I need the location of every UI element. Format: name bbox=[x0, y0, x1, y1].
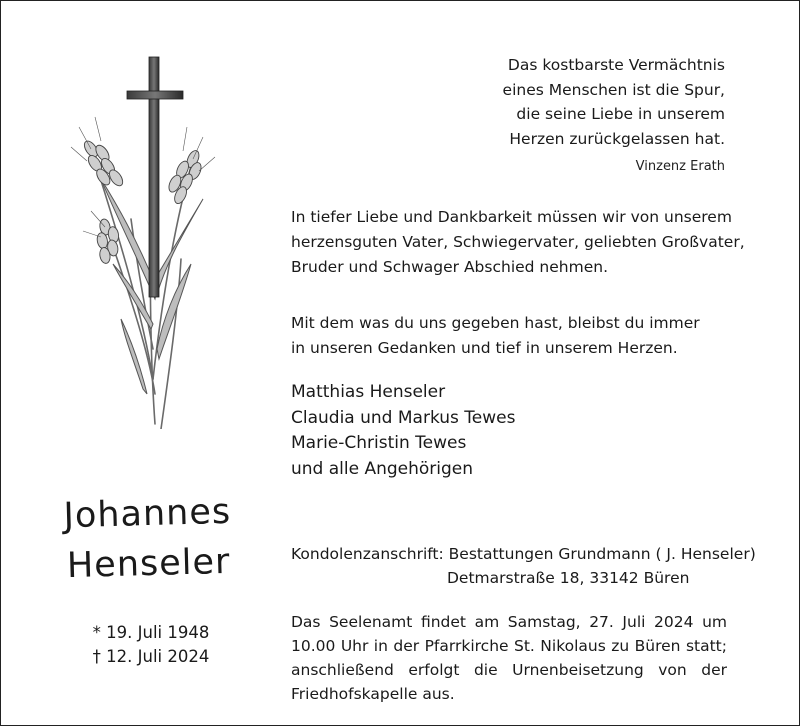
memory-line: Mit dem was du uns gegeben hast, bleibst du immer bbox=[291, 314, 700, 332]
life-dates bbox=[61, 621, 241, 669]
quote-line: die seine Liebe in unserem bbox=[516, 105, 725, 123]
quote-line: Herzen zurückgelassen hat. bbox=[509, 129, 725, 148]
death-date: † 12. Juli 2024 bbox=[92, 647, 210, 666]
mourner-name: und alle Angehörigen bbox=[291, 458, 474, 479]
condolence-address bbox=[291, 542, 756, 590]
quote-block bbox=[503, 53, 725, 151]
intro-line: herzensguten Vater, Schwiegervater, geliebten Großvater, bbox=[291, 233, 745, 251]
condolence-line: Kondolenzanschrift: Bestattungen Grundmann ( J. Henseler) bbox=[291, 545, 756, 563]
mourner-name: Matthias Henseler bbox=[291, 382, 446, 402]
service-info: Das Seelenamt findet am Samstag, 27. Juli 2024 um 10.00 Uhr in der Pfarrkirche St. Nikolaus zu Büren statt; anschließend erfolgt die Urnenbeisetzung von der Friedhofskapelle aus. bbox=[291, 613, 727, 703]
intro-text bbox=[291, 205, 761, 280]
deceased-first-name: Johannes bbox=[63, 491, 232, 537]
mourner-name: Claudia und Markus Tewes bbox=[291, 407, 516, 428]
deceased-name bbox=[40, 486, 257, 592]
quote-line: eines Menschen ist die Spur, bbox=[502, 80, 725, 99]
mourners-list bbox=[291, 380, 515, 482]
birth-date: * 19. Juli 1948 bbox=[92, 623, 210, 642]
intro-line: In tiefer Liebe und Dankbarkeit müssen wir von unserem bbox=[291, 208, 732, 226]
memory-text bbox=[291, 311, 761, 361]
memory-line: in unseren Gedanken und tief in unserem Herzen. bbox=[291, 339, 678, 357]
mourner-name: Marie-Christin Tewes bbox=[291, 433, 467, 453]
quote-line: Das kostbarste Vermächtnis bbox=[507, 56, 725, 74]
deceased-last-name: Henseler bbox=[66, 541, 231, 587]
quote-author: Vinzenz Erath bbox=[635, 159, 725, 174]
intro-line: Bruder und Schwager Abschied nehmen. bbox=[291, 258, 608, 276]
condolence-street: Detmarstraße 18, 33142 Büren bbox=[447, 569, 690, 587]
cross-with-wheat-icon bbox=[43, 49, 223, 429]
